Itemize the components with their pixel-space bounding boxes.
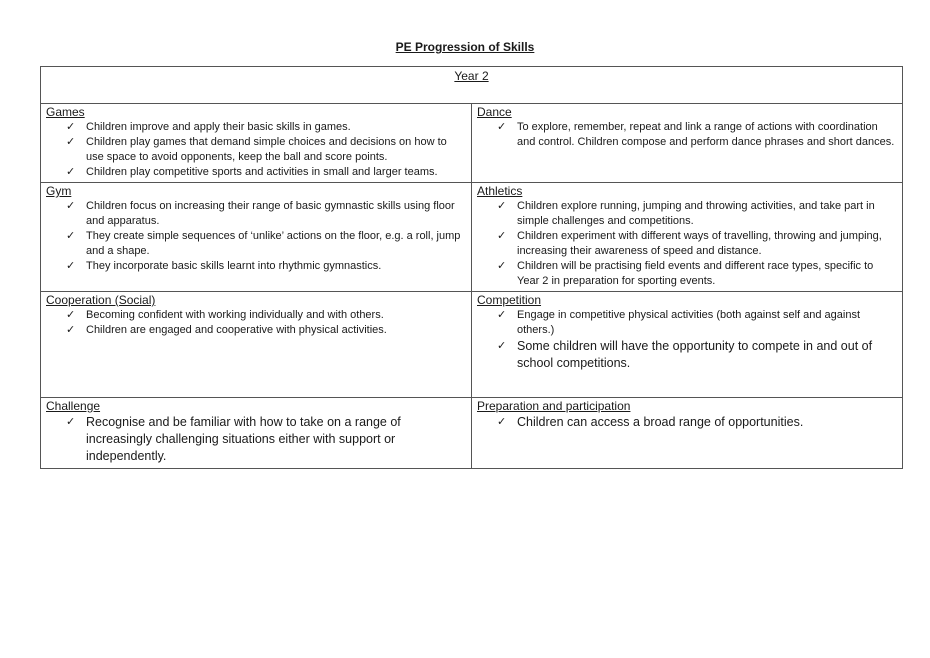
list-item-text: They create simple sequences of ‘unlike’ actions on the floor, e.g. a roll, jump and a shape. [86,230,461,257]
checkmark-icon: ✓ [66,200,76,212]
dance-heading: Dance [477,105,512,119]
list-item [497,308,897,338]
list-item [66,323,466,338]
games-heading: Games [46,105,85,119]
year-row [41,67,903,104]
athletics-cell [472,183,903,292]
checkmark-icon: ✓ [497,416,507,428]
list-item [497,259,897,289]
checkmark-icon: ✓ [66,230,76,242]
list-item [497,338,897,372]
list-item-text: Children will be practising field events and different race types, specific to Year 2 in preparation for sporting events. [517,260,874,287]
games-cell [41,104,472,183]
gym-list [46,199,466,274]
cooperation-list [46,308,466,338]
list-item-text: Children experiment with different ways of travelling, throwing and jumping, increasing their awareness of speed and distance. [517,230,882,257]
checkmark-icon: ✓ [66,324,76,336]
dance-cell [472,104,903,183]
list-item [497,229,897,259]
dance-list [477,120,897,150]
checkmark-icon: ✓ [497,309,507,321]
list-item [66,165,466,180]
list-item [66,229,466,259]
checkmark-icon: ✓ [497,230,507,242]
table-row [41,183,903,292]
checkmark-icon: ✓ [66,309,76,321]
gym-cell [41,183,472,292]
list-item-text: Children focus on increasing their range of basic gymnastic skills using floor and apparatus. [86,200,455,227]
checkmark-icon: ✓ [497,340,507,352]
cooperation-heading: Cooperation (Social) [46,293,156,307]
list-item-text: Children can access a broad range of opportunities. [517,415,804,429]
competition-heading: Competition [477,293,542,307]
checkmark-icon: ✓ [497,200,507,212]
checkmark-icon: ✓ [66,416,76,428]
list-item-text: Children improve and apply their basic skills in games. [86,121,351,133]
checkmark-icon: ✓ [66,260,76,272]
preparation-cell [472,398,903,469]
list-item [66,120,466,135]
list-item-text: Children are engaged and cooperative with physical activities. [86,324,387,336]
list-item-text: Children explore running, jumping and throwing activities, and take part in simple challenges and competitions. [517,200,875,227]
list-item-text: Engage in competitive physical activities (both against self and against others.) [517,309,861,336]
table-row [41,104,903,183]
preparation-list [477,414,897,431]
preparation-heading: Preparation and participation [477,399,631,413]
year-label: Year 2 [454,69,489,83]
list-item [66,199,466,229]
list-item [497,120,897,150]
challenge-heading: Challenge [46,399,101,413]
checkmark-icon: ✓ [497,121,507,133]
competition-cell [472,292,903,398]
list-item [66,414,466,465]
checkmark-icon: ✓ [66,166,76,178]
page-title: PE Progression of Skills [395,40,535,54]
gym-heading: Gym [46,184,72,198]
list-item-text: Some children will have the opportunity to compete in and out of school competitions. [517,339,873,370]
list-item-text: Recognise and be familiar with how to take on a range of increasingly challenging situations either with support or independently. [86,415,401,463]
checkmark-icon: ✓ [66,136,76,148]
list-item-text: They incorporate basic skills learnt into rhythmic gymnastics. [86,260,382,272]
list-item-text: Children play games that demand simple choices and decisions on how to use space to avoid opponents, keep the ball and score points. [86,136,447,163]
table-row [41,292,903,398]
cooperation-cell [41,292,472,398]
athletics-list [477,199,897,289]
list-item-text: To explore, remember, repeat and link a range of actions with coordination and control. Children compose and perform dance phrases and short dances. [517,121,895,148]
list-item [66,308,466,323]
list-item [497,414,897,431]
list-item-text: Children play competitive sports and activities in small and larger teams. [86,166,438,178]
challenge-list [46,414,466,465]
list-item [66,259,466,274]
table-row [41,398,903,469]
challenge-cell [41,398,472,469]
list-item [497,199,897,229]
athletics-heading: Athletics [477,184,523,198]
checkmark-icon: ✓ [497,260,507,272]
list-item [66,135,466,165]
list-item-text: Becoming confident with working individually and with others. [86,309,384,321]
checkmark-icon: ✓ [66,121,76,133]
games-list [46,120,466,180]
skills-table [40,66,903,469]
competition-list [477,308,897,372]
year-cell [41,67,903,104]
